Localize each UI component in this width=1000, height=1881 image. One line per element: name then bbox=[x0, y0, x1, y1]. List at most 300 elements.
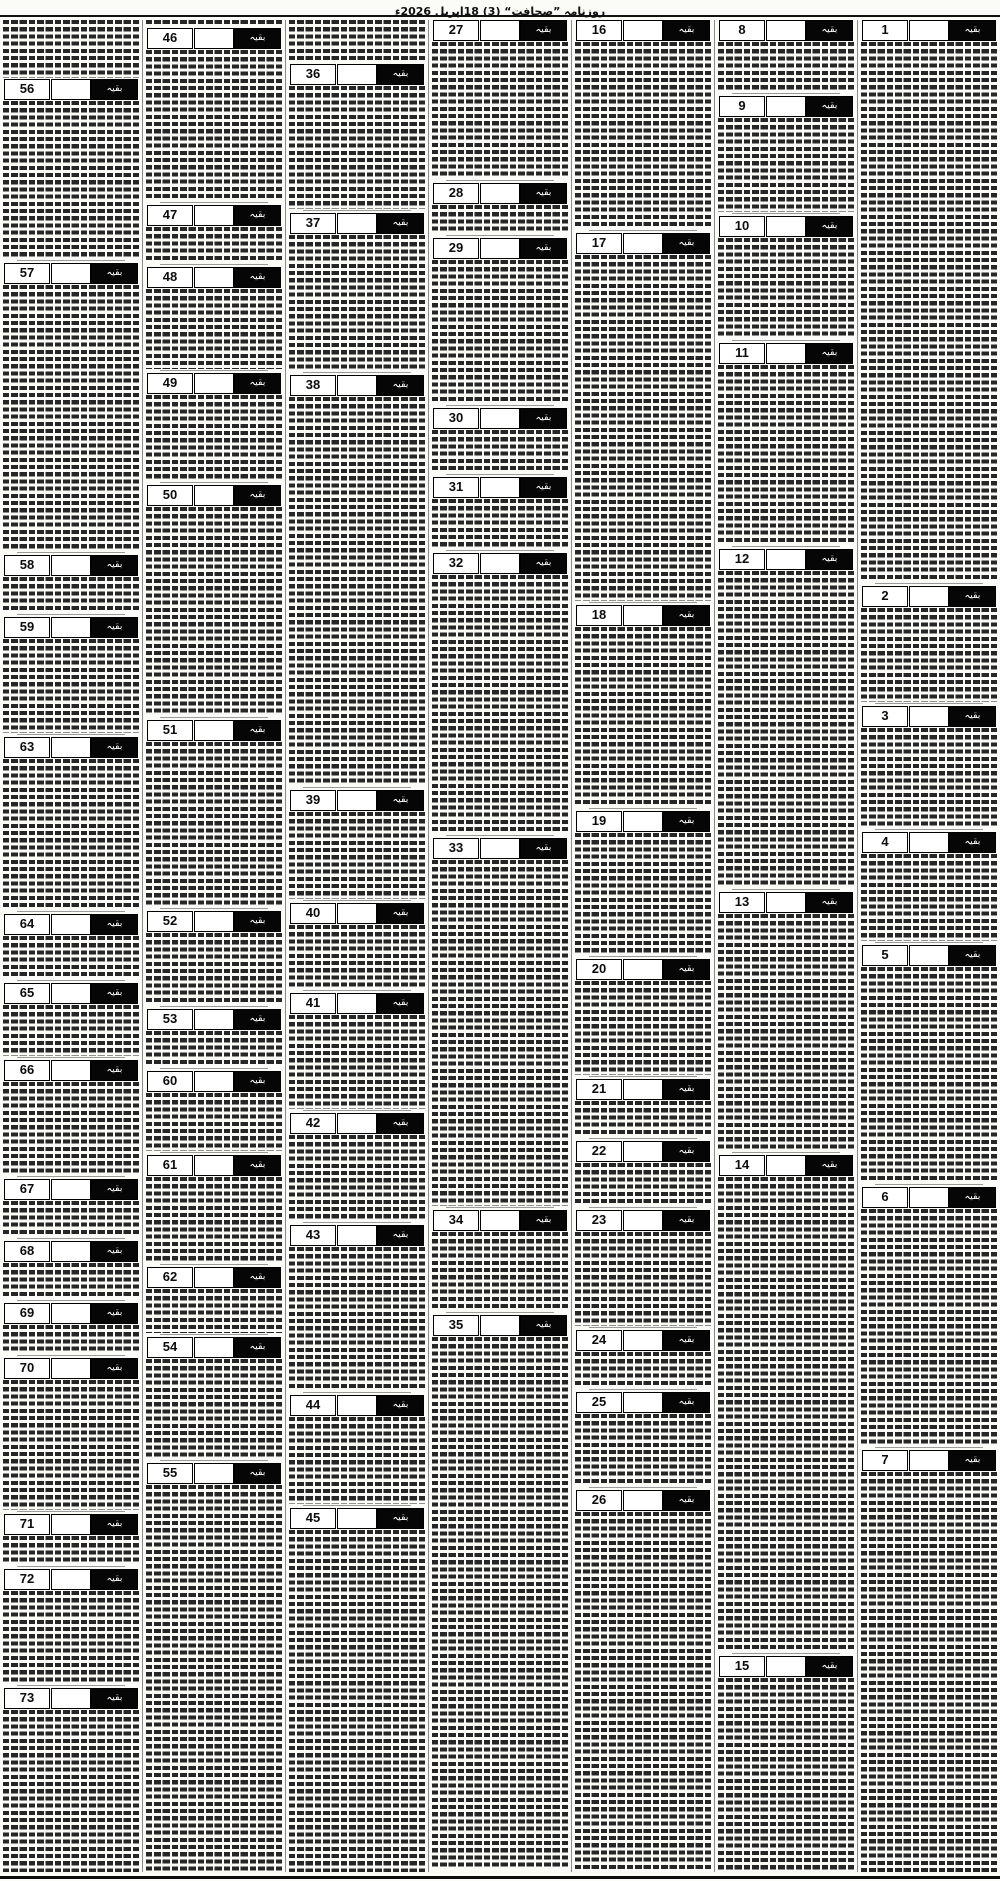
item-separator bbox=[17, 552, 125, 553]
item-text-block bbox=[718, 1177, 854, 1652]
item-header bbox=[576, 605, 710, 626]
continuation-tag: بقیہ bbox=[949, 1450, 996, 1471]
item-spacer-box bbox=[337, 1508, 377, 1529]
continuation-item bbox=[575, 233, 711, 601]
item-separator bbox=[303, 990, 411, 991]
item-spacer-box bbox=[766, 549, 806, 570]
continuation-tag: بقیہ bbox=[91, 555, 138, 576]
item-header bbox=[290, 375, 424, 396]
continuation-tag: بقیہ bbox=[663, 1392, 710, 1413]
continuation-item bbox=[289, 1225, 425, 1391]
item-separator bbox=[17, 911, 125, 912]
continuation-tag: بقیہ bbox=[949, 706, 996, 727]
item-header bbox=[433, 20, 567, 41]
item-header bbox=[147, 911, 281, 932]
item-separator bbox=[732, 546, 840, 547]
item-text-block bbox=[289, 925, 425, 990]
item-spacer-box bbox=[337, 993, 377, 1014]
continuation-tag: بقیہ bbox=[234, 1009, 281, 1030]
item-separator bbox=[589, 1327, 697, 1328]
continuation-tag: بقیہ bbox=[806, 549, 853, 570]
continuation-item bbox=[575, 1141, 711, 1206]
continuation-item bbox=[146, 1009, 282, 1067]
item-separator bbox=[732, 1152, 840, 1153]
item-header bbox=[576, 1079, 710, 1100]
continuation-item bbox=[3, 1179, 139, 1237]
continuation-item bbox=[3, 263, 139, 551]
item-separator bbox=[589, 1138, 697, 1139]
item-spacer-box bbox=[623, 1210, 663, 1231]
item-text-block bbox=[718, 571, 854, 888]
item-text-block bbox=[575, 1512, 711, 1872]
continuation-item bbox=[718, 216, 854, 339]
item-spacer-box bbox=[51, 983, 91, 1004]
item-text-block bbox=[146, 1093, 282, 1151]
item-spacer-box bbox=[766, 892, 806, 913]
item-separator bbox=[17, 1238, 125, 1239]
item-header bbox=[147, 720, 281, 741]
continuation-item bbox=[3, 914, 139, 979]
item-text-block bbox=[289, 1530, 425, 1872]
item-separator bbox=[589, 1207, 697, 1208]
item-number: 16 bbox=[576, 20, 622, 41]
item-header bbox=[4, 1060, 138, 1081]
item-text-block bbox=[3, 1380, 139, 1510]
continuation-item bbox=[3, 1241, 139, 1299]
continuation-tag: بقیہ bbox=[377, 1113, 424, 1134]
item-separator bbox=[446, 474, 554, 475]
item-header bbox=[290, 903, 424, 924]
item-spacer-box bbox=[337, 375, 377, 396]
item-number: 10 bbox=[719, 216, 765, 237]
item-number: 68 bbox=[4, 1241, 50, 1262]
item-number: 47 bbox=[147, 205, 193, 226]
item-header bbox=[4, 617, 138, 638]
item-separator bbox=[303, 787, 411, 788]
continuation-item bbox=[289, 1113, 425, 1221]
item-header bbox=[290, 1508, 424, 1529]
item-text-block bbox=[146, 227, 282, 263]
item-spacer-box bbox=[480, 477, 520, 498]
item-spacer-box bbox=[623, 605, 663, 626]
continuation-item bbox=[718, 343, 854, 545]
item-spacer-box bbox=[194, 28, 234, 49]
item-separator bbox=[875, 1447, 983, 1448]
item-text-block bbox=[146, 50, 282, 201]
item-spacer-box bbox=[194, 1463, 234, 1484]
continuation-tag: بقیہ bbox=[520, 408, 567, 429]
continuation-tag: بقیہ bbox=[806, 343, 853, 364]
item-text-block bbox=[575, 1232, 711, 1326]
continuation-item bbox=[432, 408, 568, 473]
item-header bbox=[433, 477, 567, 498]
continuation-item bbox=[146, 267, 282, 368]
continuation-item bbox=[289, 213, 425, 372]
item-number: 26 bbox=[576, 1490, 622, 1511]
continuation-item bbox=[146, 1155, 282, 1263]
item-header bbox=[4, 737, 138, 758]
continuation-tag: بقیہ bbox=[806, 96, 853, 117]
item-text-block bbox=[575, 833, 711, 955]
item-number: 2 bbox=[862, 586, 908, 607]
continuation-item bbox=[575, 605, 711, 807]
item-spacer-box bbox=[337, 64, 377, 85]
continuation-tag: بقیہ bbox=[663, 959, 710, 980]
item-separator bbox=[17, 1176, 125, 1177]
item-text-block bbox=[3, 1536, 139, 1565]
item-header bbox=[4, 1241, 138, 1262]
item-header bbox=[719, 343, 853, 364]
item-header bbox=[862, 945, 996, 966]
item-header bbox=[719, 1656, 853, 1677]
item-number: 25 bbox=[576, 1392, 622, 1413]
item-text-block bbox=[146, 1289, 282, 1332]
newspaper-column bbox=[142, 20, 285, 1872]
continuation-tag: بقیہ bbox=[91, 1179, 138, 1200]
item-header bbox=[290, 1225, 424, 1246]
item-text-block bbox=[146, 289, 282, 368]
item-number: 21 bbox=[576, 1079, 622, 1100]
item-header bbox=[576, 1141, 710, 1162]
item-spacer-box bbox=[194, 267, 234, 288]
continuation-item bbox=[432, 238, 568, 404]
item-number: 62 bbox=[147, 1267, 193, 1288]
item-number: 4 bbox=[862, 832, 908, 853]
continuation-tag: بقیہ bbox=[377, 213, 424, 234]
item-text-block bbox=[432, 42, 568, 179]
item-separator bbox=[303, 1110, 411, 1111]
continuation-tag: بقیہ bbox=[949, 945, 996, 966]
item-header bbox=[4, 1179, 138, 1200]
item-number: 34 bbox=[433, 1210, 479, 1231]
continuation-tag: بقیہ bbox=[91, 1569, 138, 1590]
continuation-tag: بقیہ bbox=[234, 267, 281, 288]
item-spacer-box bbox=[909, 1450, 949, 1471]
item-header bbox=[576, 811, 710, 832]
item-separator bbox=[875, 942, 983, 943]
item-header bbox=[719, 1155, 853, 1176]
item-header bbox=[290, 64, 424, 85]
item-header bbox=[290, 790, 424, 811]
continuation-item bbox=[146, 205, 282, 263]
continuation-tag: بقیہ bbox=[91, 263, 138, 284]
item-number: 5 bbox=[862, 945, 908, 966]
item-header bbox=[147, 1267, 281, 1288]
item-text-block bbox=[575, 1352, 711, 1388]
item-header bbox=[576, 20, 710, 41]
continuation-item bbox=[861, 706, 997, 829]
item-separator bbox=[875, 1184, 983, 1185]
item-number: 72 bbox=[4, 1569, 50, 1590]
item-number: 11 bbox=[719, 343, 765, 364]
continuation-item bbox=[432, 20, 568, 179]
item-spacer-box bbox=[480, 408, 520, 429]
item-number: 27 bbox=[433, 20, 479, 41]
continuation-tag: بقیہ bbox=[663, 1079, 710, 1100]
continuation-item bbox=[146, 1463, 282, 1872]
item-text-block bbox=[861, 1209, 997, 1447]
item-spacer-box bbox=[623, 1079, 663, 1100]
continuation-item bbox=[289, 790, 425, 898]
item-separator bbox=[589, 602, 697, 603]
item-text-block bbox=[432, 860, 568, 1206]
item-number: 8 bbox=[719, 20, 765, 41]
item-spacer-box bbox=[766, 1656, 806, 1677]
continuation-tag: بقیہ bbox=[91, 617, 138, 638]
item-spacer-box bbox=[194, 720, 234, 741]
item-number: 61 bbox=[147, 1155, 193, 1176]
item-spacer-box bbox=[337, 1113, 377, 1134]
item-number: 17 bbox=[576, 233, 622, 254]
item-header bbox=[433, 553, 567, 574]
item-number: 6 bbox=[862, 1187, 908, 1208]
item-header bbox=[576, 1490, 710, 1511]
item-header bbox=[719, 549, 853, 570]
item-separator bbox=[160, 370, 268, 371]
item-number: 70 bbox=[4, 1358, 50, 1379]
item-separator bbox=[160, 202, 268, 203]
item-header bbox=[4, 79, 138, 100]
item-separator bbox=[732, 889, 840, 890]
item-header bbox=[290, 1395, 424, 1416]
continuation-tag: بقیہ bbox=[234, 1155, 281, 1176]
continuation-item bbox=[146, 1071, 282, 1151]
continuation-item bbox=[575, 811, 711, 955]
item-number: 36 bbox=[290, 64, 336, 85]
item-text-block bbox=[146, 933, 282, 1005]
continuation-tag: بقیہ bbox=[377, 790, 424, 811]
item-header bbox=[862, 1187, 996, 1208]
item-number: 18 bbox=[576, 605, 622, 626]
item-header bbox=[576, 1392, 710, 1413]
item-text-block bbox=[718, 118, 854, 212]
continuation-item bbox=[3, 1358, 139, 1510]
item-header bbox=[290, 993, 424, 1014]
item-text-block bbox=[289, 1417, 425, 1503]
item-separator bbox=[17, 1057, 125, 1058]
item-number: 12 bbox=[719, 549, 765, 570]
bottom-rule bbox=[0, 1876, 1000, 1879]
item-text-block bbox=[861, 1472, 997, 1872]
item-number: 56 bbox=[4, 79, 50, 100]
continuation-item bbox=[3, 1060, 139, 1176]
item-number: 39 bbox=[290, 790, 336, 811]
continuation-tag: بقیہ bbox=[377, 1508, 424, 1529]
item-header bbox=[719, 216, 853, 237]
item-spacer-box bbox=[337, 790, 377, 811]
item-spacer-box bbox=[337, 1225, 377, 1246]
item-text-block bbox=[718, 914, 854, 1152]
item-number: 31 bbox=[433, 477, 479, 498]
item-separator bbox=[303, 1222, 411, 1223]
continuation-tag: بقیہ bbox=[91, 1514, 138, 1535]
item-separator bbox=[160, 482, 268, 483]
item-number: 32 bbox=[433, 553, 479, 574]
item-text-block bbox=[575, 255, 711, 601]
item-text-block bbox=[3, 639, 139, 733]
item-spacer-box bbox=[480, 20, 520, 41]
item-number: 30 bbox=[433, 408, 479, 429]
continuation-tag: بقیہ bbox=[234, 911, 281, 932]
continuation-tag: بقیہ bbox=[663, 1141, 710, 1162]
item-header bbox=[4, 914, 138, 935]
item-header bbox=[862, 832, 996, 853]
item-spacer-box bbox=[51, 79, 91, 100]
continuation-item bbox=[146, 28, 282, 201]
continuation-tag: بقیہ bbox=[377, 1225, 424, 1246]
continuation-tag: بقیہ bbox=[377, 375, 424, 396]
item-spacer-box bbox=[909, 706, 949, 727]
continuation-tag: بقیہ bbox=[234, 28, 281, 49]
item-text-block bbox=[3, 1082, 139, 1176]
item-spacer-box bbox=[766, 20, 806, 41]
item-number: 63 bbox=[4, 737, 50, 758]
continuation-tag: بقیہ bbox=[520, 1210, 567, 1231]
item-separator bbox=[875, 829, 983, 830]
item-spacer-box bbox=[480, 183, 520, 204]
item-text-block bbox=[3, 1263, 139, 1299]
item-number: 48 bbox=[147, 267, 193, 288]
newspaper-column bbox=[571, 20, 714, 1872]
item-separator bbox=[446, 235, 554, 236]
item-spacer-box bbox=[480, 1210, 520, 1231]
continuation-item bbox=[289, 64, 425, 208]
item-text-block bbox=[575, 627, 711, 807]
column-lead-text bbox=[289, 20, 425, 63]
continuation-item bbox=[289, 1508, 425, 1872]
item-number: 19 bbox=[576, 811, 622, 832]
item-text-block bbox=[861, 854, 997, 940]
item-separator bbox=[446, 550, 554, 551]
newspaper-column bbox=[428, 20, 571, 1872]
item-header bbox=[4, 1569, 138, 1590]
continuation-tag: بقیہ bbox=[377, 64, 424, 85]
item-header bbox=[4, 555, 138, 576]
continuation-tag: بقیہ bbox=[949, 832, 996, 853]
continuation-item bbox=[432, 183, 568, 234]
item-text-block bbox=[289, 86, 425, 208]
item-number: 24 bbox=[576, 1330, 622, 1351]
continuation-item bbox=[3, 79, 139, 259]
continuation-tag: بقیہ bbox=[520, 477, 567, 498]
continuation-tag: بقیہ bbox=[91, 1303, 138, 1324]
item-header bbox=[433, 183, 567, 204]
item-text-block bbox=[3, 101, 139, 259]
item-number: 38 bbox=[290, 375, 336, 396]
newspaper-column bbox=[857, 20, 1000, 1872]
continuation-item bbox=[146, 911, 282, 1005]
item-number: 65 bbox=[4, 983, 50, 1004]
item-spacer-box bbox=[480, 838, 520, 859]
item-text-block bbox=[718, 42, 854, 92]
item-separator bbox=[589, 956, 697, 957]
continuation-tag: بقیہ bbox=[91, 1060, 138, 1081]
column-lead-text bbox=[146, 20, 282, 27]
continuation-tag: بقیہ bbox=[91, 1358, 138, 1379]
continuation-tag: بقیہ bbox=[663, 605, 710, 626]
continuation-tag: بقیہ bbox=[663, 1210, 710, 1231]
item-separator bbox=[17, 1300, 125, 1301]
continuation-item bbox=[575, 1392, 711, 1486]
item-spacer-box bbox=[623, 811, 663, 832]
item-spacer-box bbox=[51, 617, 91, 638]
item-separator bbox=[17, 1566, 125, 1567]
item-separator bbox=[17, 734, 125, 735]
item-number: 69 bbox=[4, 1303, 50, 1324]
continuation-item bbox=[3, 617, 139, 733]
item-number: 23 bbox=[576, 1210, 622, 1231]
item-spacer-box bbox=[623, 20, 663, 41]
item-text-block bbox=[575, 1163, 711, 1206]
item-separator bbox=[17, 1511, 125, 1512]
item-number: 58 bbox=[4, 555, 50, 576]
item-spacer-box bbox=[194, 205, 234, 226]
item-spacer-box bbox=[766, 343, 806, 364]
item-number: 15 bbox=[719, 1656, 765, 1677]
continuation-item bbox=[575, 1079, 711, 1137]
item-text-block bbox=[289, 235, 425, 372]
item-number: 71 bbox=[4, 1514, 50, 1535]
continuation-tag: بقیہ bbox=[234, 205, 281, 226]
item-text-block bbox=[718, 238, 854, 339]
item-text-block bbox=[146, 742, 282, 908]
item-text-block bbox=[146, 1031, 282, 1067]
continuation-item bbox=[3, 983, 139, 1055]
item-text-block bbox=[3, 1005, 139, 1055]
item-header bbox=[4, 263, 138, 284]
masthead-title: روزنامہ ”صحافت“ (3) 18اپریل 2026ء bbox=[394, 5, 606, 18]
item-number: 43 bbox=[290, 1225, 336, 1246]
item-text-block bbox=[3, 936, 139, 979]
item-number: 73 bbox=[4, 1688, 50, 1709]
item-separator bbox=[303, 210, 411, 211]
item-separator bbox=[589, 1389, 697, 1390]
item-number: 64 bbox=[4, 914, 50, 935]
item-number: 42 bbox=[290, 1113, 336, 1134]
item-text-block bbox=[575, 1101, 711, 1137]
item-text-block bbox=[861, 967, 997, 1183]
item-number: 51 bbox=[147, 720, 193, 741]
continuation-item bbox=[3, 1303, 139, 1354]
item-spacer-box bbox=[51, 1358, 91, 1379]
item-separator bbox=[732, 1653, 840, 1654]
columns-container bbox=[0, 17, 1000, 1872]
item-header bbox=[862, 586, 996, 607]
continuation-item bbox=[861, 586, 997, 702]
item-header bbox=[719, 96, 853, 117]
item-separator bbox=[303, 372, 411, 373]
item-separator bbox=[732, 213, 840, 214]
continuation-item bbox=[861, 1450, 997, 1872]
item-header bbox=[147, 1071, 281, 1092]
item-text-block bbox=[146, 1177, 282, 1263]
item-text-block bbox=[861, 608, 997, 702]
continuation-tag: بقیہ bbox=[949, 20, 996, 41]
item-separator bbox=[446, 1312, 554, 1313]
item-text-block bbox=[3, 285, 139, 551]
item-separator bbox=[17, 614, 125, 615]
item-text-block bbox=[718, 1678, 854, 1872]
item-text-block bbox=[575, 981, 711, 1075]
continuation-tag: بقیہ bbox=[949, 586, 996, 607]
continuation-item bbox=[3, 1514, 139, 1565]
item-header bbox=[433, 1315, 567, 1336]
item-spacer-box bbox=[909, 20, 949, 41]
item-number: 7 bbox=[862, 1450, 908, 1471]
item-number: 53 bbox=[147, 1009, 193, 1030]
item-header bbox=[576, 1210, 710, 1231]
item-number: 50 bbox=[147, 485, 193, 506]
